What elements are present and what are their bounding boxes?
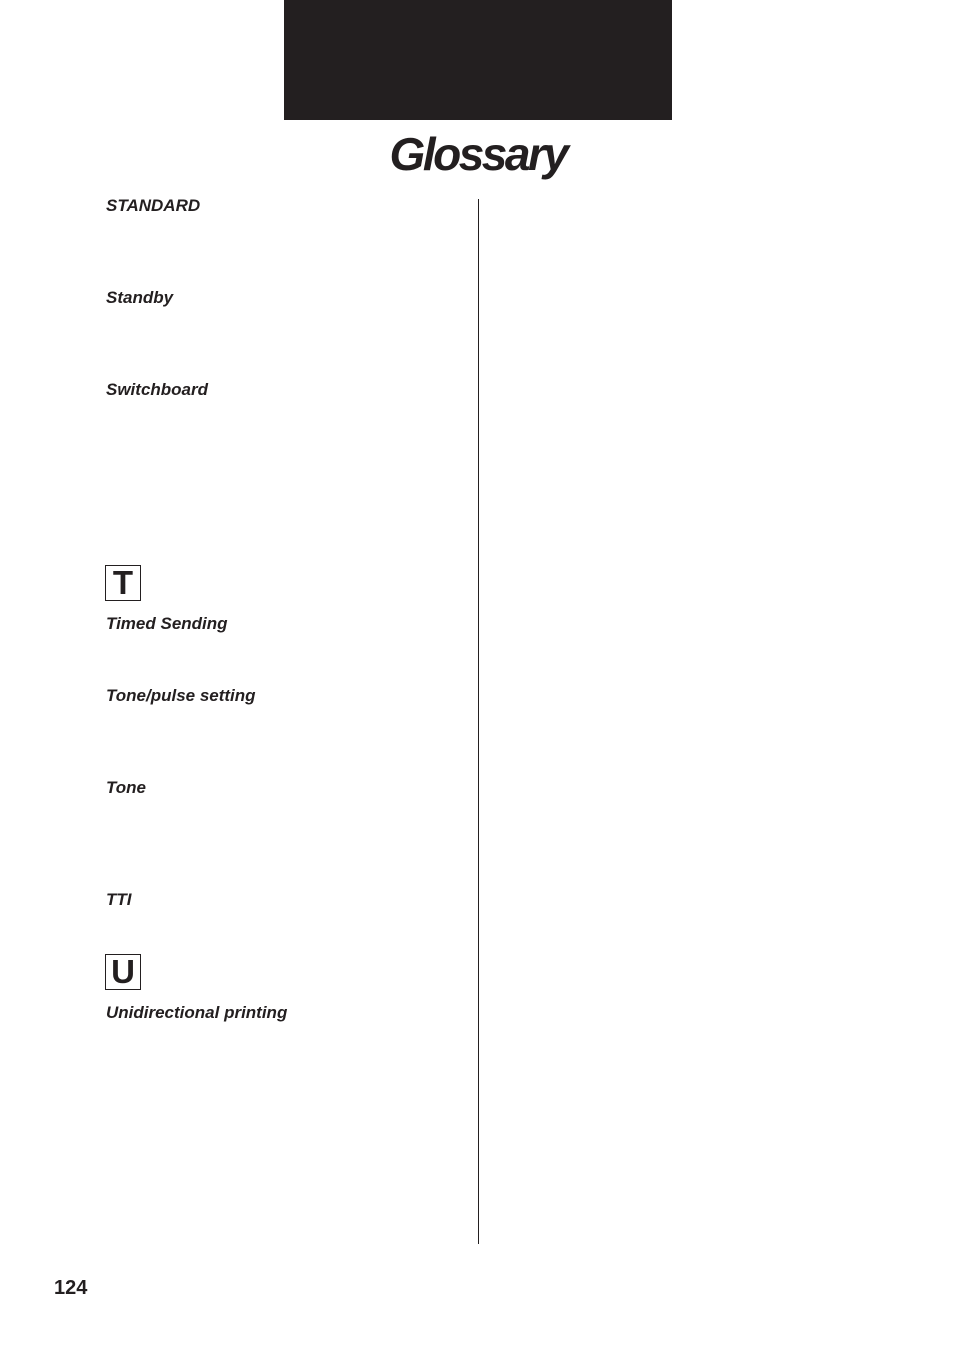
page-number: 124 (54, 1277, 88, 1299)
glossary-term: Switchboard (106, 380, 209, 399)
glossary-term: Tone/pulse setting (106, 686, 256, 705)
glossary-term: Unidirectional printing (106, 1003, 288, 1022)
glossary-term: Timed Sending (106, 614, 228, 633)
glossary-term: STANDARD (106, 196, 201, 215)
column-divider (478, 199, 479, 1244)
page-title: Glossary (389, 128, 567, 180)
glossary-term: Tone (106, 778, 146, 797)
section-letter-t: T (105, 565, 141, 601)
header-block (284, 0, 672, 120)
glossary-term: Standby (106, 288, 174, 307)
glossary-term: TTI (106, 890, 132, 909)
section-letter-u: U (105, 954, 141, 990)
